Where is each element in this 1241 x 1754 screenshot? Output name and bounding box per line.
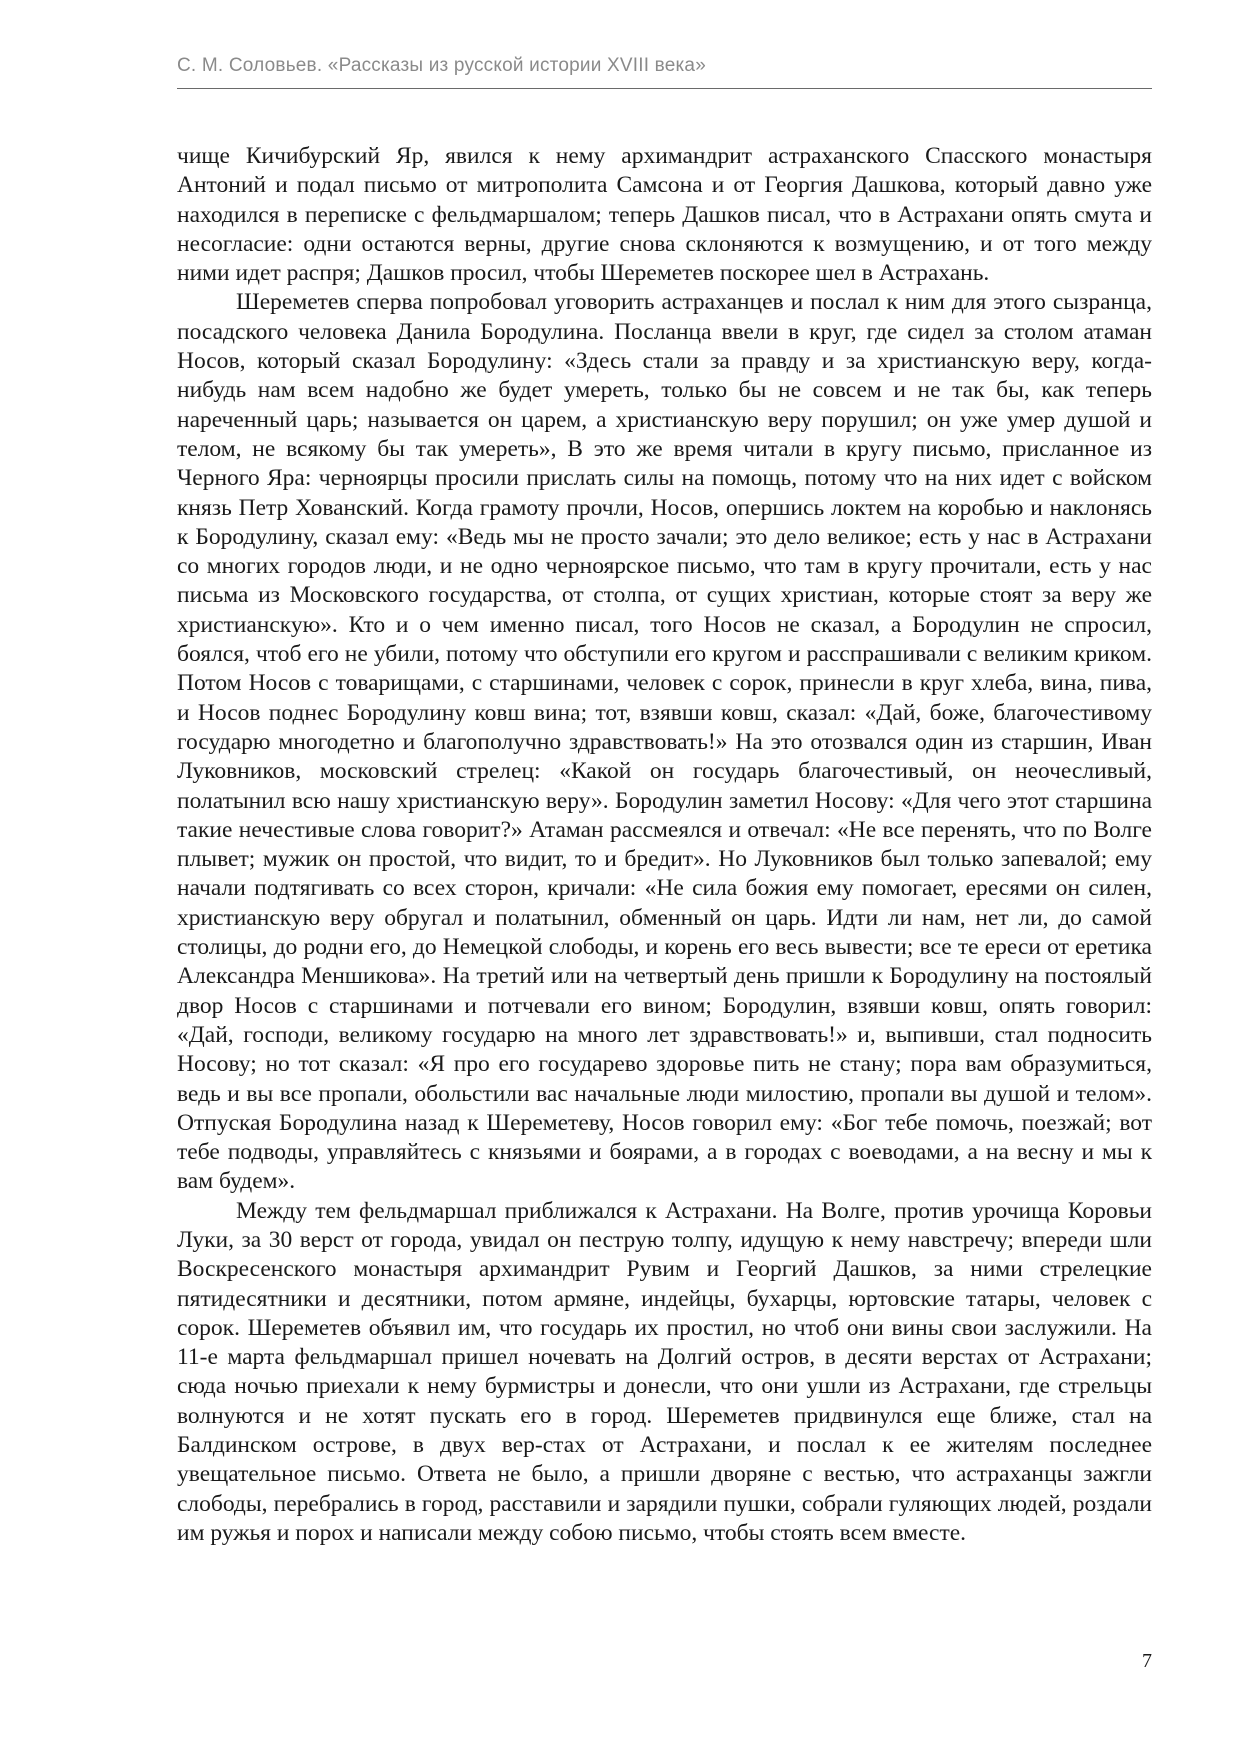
running-title: С. М. Соловьев. «Рассказы из русской истории XVIII века» — [177, 55, 706, 76]
paragraph-borodulin-envoy: Шереметев сперва попробовал уговорить астраханцев и послал к ним для этого сызранца, посадского человека Данила Бородулина. Посланца ввели в круг, где сидел за столом атаман Носов, который сказал Бородулину: «Здесь стали за правду и за христианскую веру, когда-нибудь нам всем надобно же будет умереть, только бы не совсем и не так бы, как теперь нареченный царь; называется он царем, а христианскую веру порушил; он уже умер душой и телом, не всякому бы так умереть», В это же время читали в кругу письмо, присланное из Черного Яра: черноярцы просили прислать силы на помощь, потому что на них идет с войском князь Петр Хованский. Когда грамоту прочли, Носов, опершись локтем на коробью и наклонясь к Бородулину, сказал ему: «Ведь мы не просто зачали; это дело великое; есть у нас в Астрахани со многих городов люди, и не одно черноярское письмо, что там в кругу прочитали, есть у нас письма из Московского государства, от столпа, от сущих христиан, которые стоят за веру же христианскую». Кто и о чем именно писал, того Носов не сказал, а Бородулин не спросил, боялся, чтоб его не убили, потому что обступили его кругом и расспрашивали с великим криком. Потом Носов с товарищами, с старшинами, человек с сорок, принесли в круг хлеба, вина, пива, и Носов поднес Бородулину ковш вина; тот, взявши ковш, сказал: «Дай, боже, благочестивому государю многодетно и благополучно здравствовать!» На это отозвался один из старшин, Иван Луковников, московский стрелец: «Какой он государь благочестивый, он неочесливый, полатынил всю нашу христианскую веру». Бородулин заметил Носову: «Для чего этот старшина такие нечестивые слова говорит?» Атаман рассмеялся и отвечал: «Не все перенять, что по Волге плывет; мужик он простой, что видит, то и бредит». Но Луковников был только запевалой; ему начали подтягивать со всех сторон, кричали: «Не сила божия ему помогает, ересями он силен, христианскую веру обругал и полатынил, обменный он царь. Идти ли нам, нет ли, до самой столицы, до родни его, до Немецкой слободы, и корень его весь вывести; все те ереси от еретика Александра Меншикова». На третий или на четвертый день пришли к Бородулину на постоялый двор Носов с старшинами и потчевали его вином; Бородулин, взявши ковш, опять говорил: «Дай, господи, великому государю на много лет здравствовать!» и, выпивши, стал подносить Носову; но тот сказал: «Я про его государево здоровье пить не стану; пора вам образумиться, ведь и вы все пропали, обольстили вас начальные люди милостию, пропали вы душой и телом». Отпуская Бородулина назад к Шереметеву, Носов говорил ему: «Бог тебе помочь, поезжай; вот тебе подводы, управляйтесь с князьями и боярами, а в городах с воеводами, а на весну и мы к вам будем». — [177, 289, 1152, 1195]
page-header — [177, 50, 1152, 89]
paragraph-continuation: чище Кичибурский Яр, явился к нему архимандрит астраханского Спасского монастыря Антоний и подал письмо от митрополита Самсона и от Георгия Дашкова, который давно уже находился в переписке с фельдмаршалом; теперь Дашков писал, что в Астрахани опять смута и несогласие: одни остаются верны, другие снова склоняются к возмущению, и от того между ними идет распря; Дашков просил, чтобы Шереметев поскорее шел в Астрахань. — [177, 143, 1152, 287]
body-text — [177, 142, 1152, 1548]
paragraph-field-marshal-approach: Между тем фельдмаршал приближался к Астрахани. На Волге, против урочища Коровьи Луки, за 30 верст от города, увидал он пеструю толпу, идущую к нему навстречу; впереди шли Воскресенского монастыря архимандрит Рувим и Георгий Дашков, за ними стрелецкие пятидесятники и десятники, потом армяне, индейцы, бухарцы, юртовские татары, человек с сорок. Шереметев объявил им, что государь их простил, но чтоб они вины свои заслужили. На 11-е марта фельдмаршал пришел ночевать на Долгий остров, в десяти верстах от Астрахани; сюда ночью приехали к нему бурмистры и донесли, что они ушли из Астрахани, где стрельцы волнуются и не хотят пускать его в город. Шереметев придвинулся еще ближе, стал на Балдинском острове, в двух вер-стах от Астрахани, и послал к ее жителям последнее увещательное письмо. Ответа не было, а пришли дворяне с вестью, что астраханцы зажгли слободы, перебрались в город, расставили и зарядили пушки, собрали гуляющих людей, роздали им ружья и порох и написали между собою письмо, чтобы стоять всем вместе. — [177, 1197, 1152, 1546]
page-number: 7 — [1142, 1650, 1152, 1672]
